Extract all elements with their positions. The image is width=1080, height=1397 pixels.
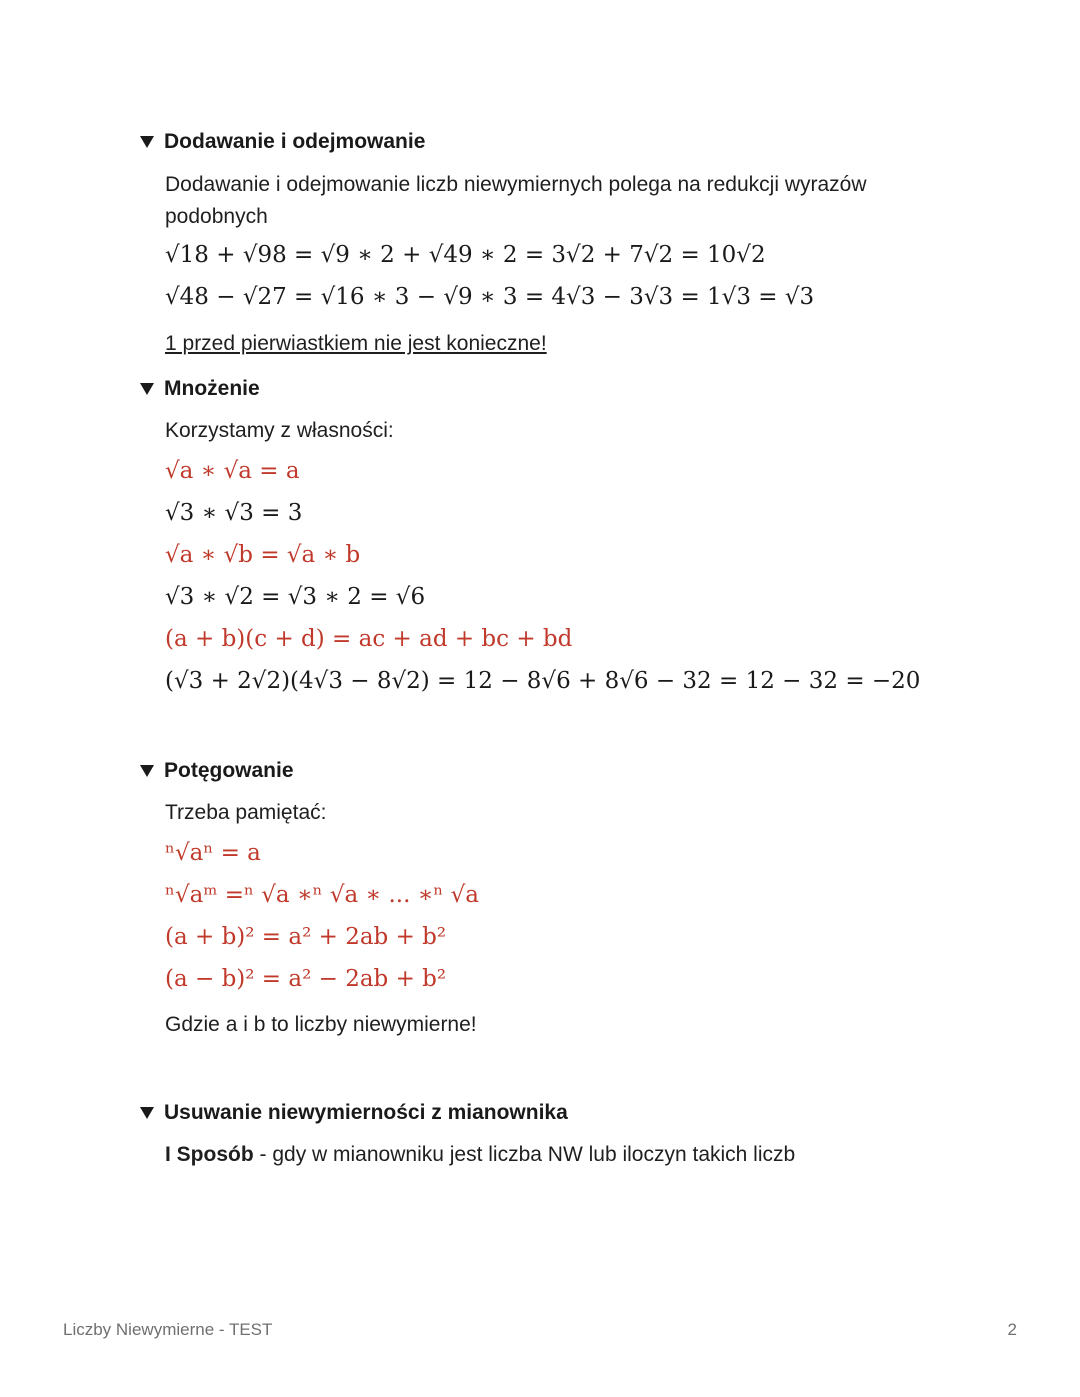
equation-example-sqrt-product: √3 ∗ √2 = √3 ∗ 2 = √6 (165, 584, 426, 610)
toggle-dodawanie[interactable] (140, 130, 425, 154)
section-title-potegowanie: Potęgowanie (164, 759, 294, 782)
toggle-usuwanie[interactable] (140, 1101, 568, 1125)
formula-rule-binomial-product: (a + b)(c + d) = ac + ad + bc + bd (165, 626, 573, 652)
note-coefficient-one: 1 przed pierwiastkiem nie jest konieczne! (165, 332, 547, 355)
triangle-down-icon[interactable] (140, 383, 154, 395)
triangle-down-icon[interactable] (140, 136, 154, 148)
toggle-potegowanie[interactable] (140, 759, 294, 783)
paragraph-mnozenie-intro: Korzystamy z własności: (165, 419, 394, 442)
sposob-description: - gdy w mianowniku jest liczba NW lub iloczyn takich liczb (253, 1143, 796, 1166)
section-title-mnozenie: Mnożenie (164, 377, 260, 400)
section-title-usuwanie: Usuwanie niewymierności z mianownika (164, 1101, 568, 1124)
footer-document-title: Liczby Niewymierne - TEST (63, 1320, 273, 1339)
section-title-dodawanie: Dodawanie i odejmowanie (164, 130, 426, 153)
equation-add-example: √18 + √98 = √9 ∗ 2 + √49 ∗ 2 = 3√2 + 7√2 = 10√2 (165, 242, 766, 268)
formula-rule-sqrt-product: √a ∗ √b = √a ∗ b (165, 542, 361, 568)
paragraph-dodawanie-line1: Dodawanie i odejmowanie liczb niewymiernych polega na redukcji wyrazów (165, 173, 867, 196)
toggle-mnozenie[interactable] (140, 377, 260, 401)
sposob-label: I Sposób (165, 1143, 254, 1166)
paragraph-potegowanie-intro: Trzeba pamiętać: (165, 801, 327, 824)
note-irrational: Gdzie a i b to liczby niewymierne! (165, 1013, 477, 1036)
triangle-down-icon[interactable] (140, 765, 154, 777)
formula-nth-root-power-m: ⁿ√aᵐ =ⁿ √a ∗ⁿ √a ∗ ... ∗ⁿ √a (165, 882, 479, 908)
formula-rule-sqrt-square: √a ∗ √a = a (165, 458, 300, 484)
formula-nth-root-power: ⁿ√aⁿ = a (165, 840, 261, 866)
equation-example-binomial-product: (√3 + 2√2)(4√3 − 8√2) = 12 − 8√6 + 8√6 − 32 = 12 − 32 = −20 (165, 668, 921, 694)
equation-sub-example: √48 − √27 = √16 ∗ 3 − √9 ∗ 3 = 4√3 − 3√3 = 1√3 = √3 (165, 284, 815, 310)
formula-square-of-sum: (a + b)² = a² + 2ab + b² (165, 924, 447, 950)
paragraph-dodawanie-line2: podobnych (165, 205, 268, 228)
triangle-down-icon[interactable] (140, 1107, 154, 1119)
paragraph-sposob-1 (165, 1139, 795, 1171)
footer-page-number: 2 (1007, 1320, 1017, 1339)
formula-square-of-difference: (a − b)² = a² − 2ab + b² (165, 966, 447, 992)
equation-example-sqrt3-square: √3 ∗ √3 = 3 (165, 500, 303, 526)
